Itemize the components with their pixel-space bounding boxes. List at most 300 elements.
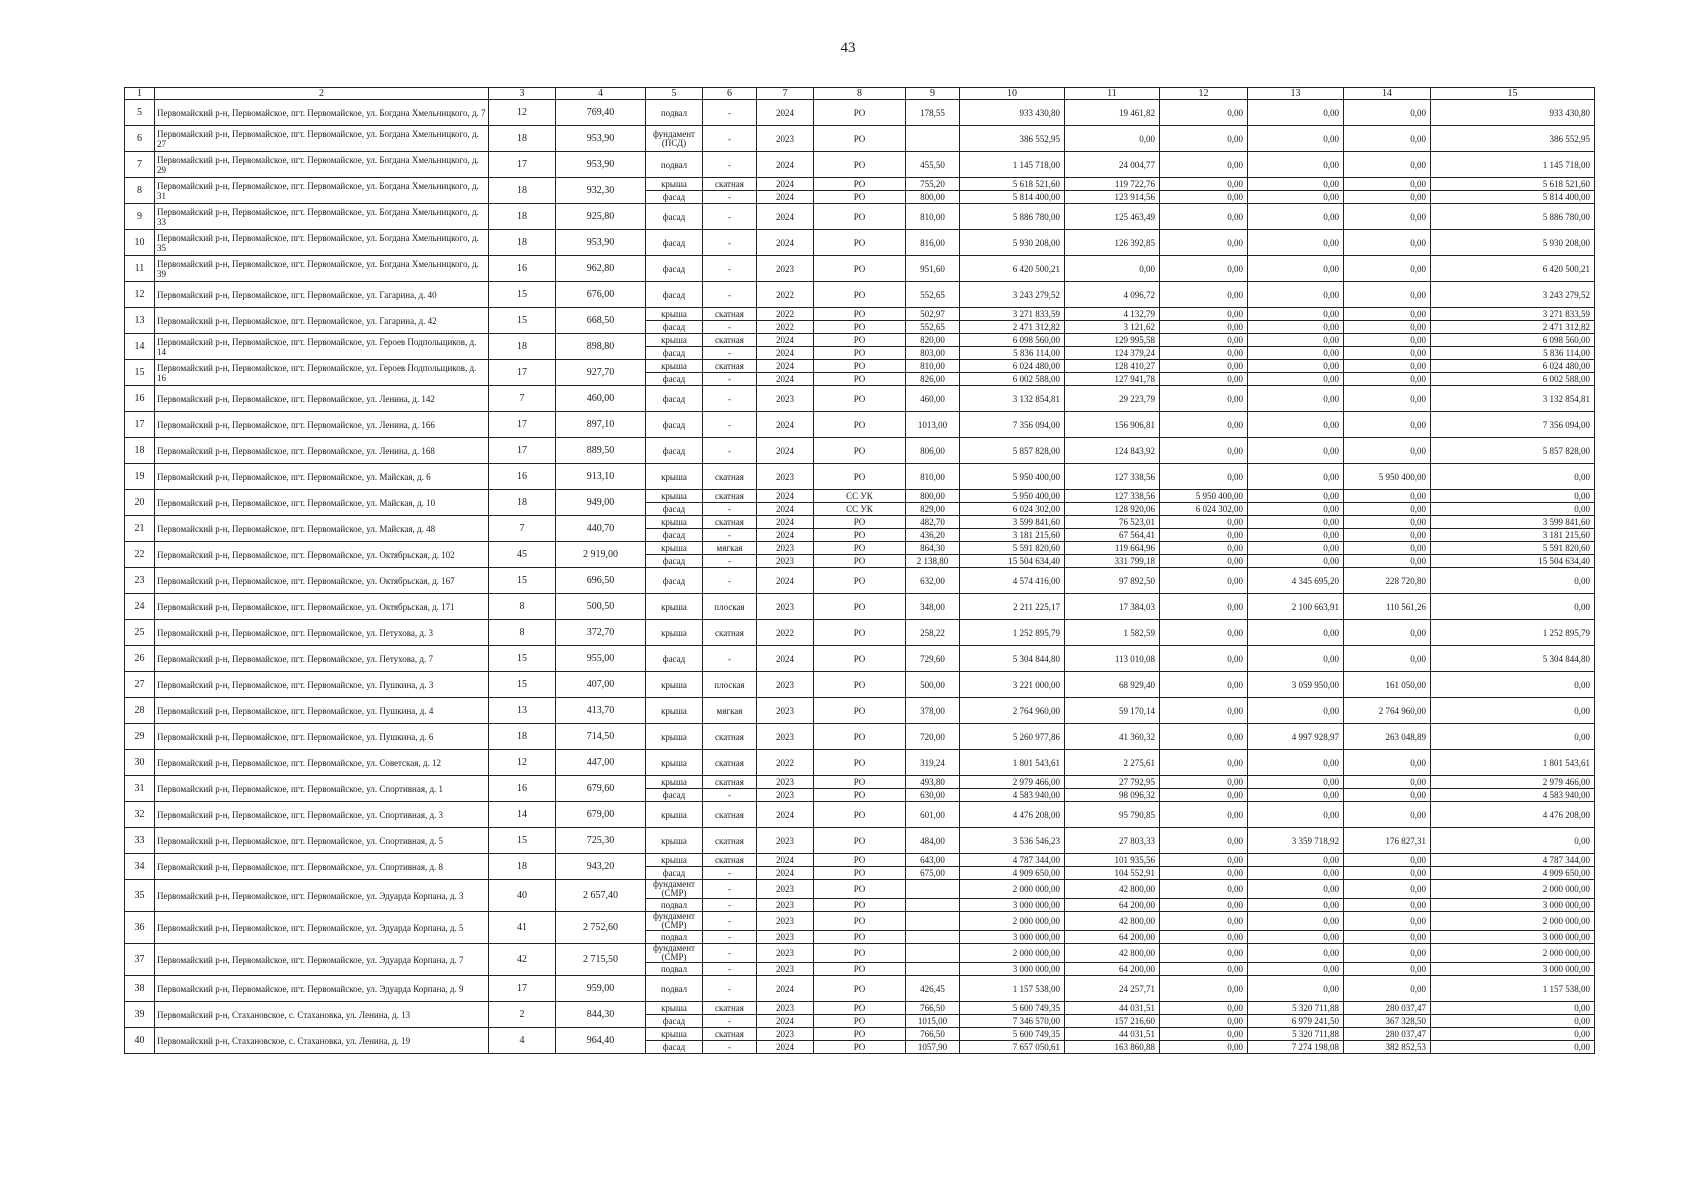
volume-cell: 1057,90 xyxy=(906,1041,960,1054)
table-row xyxy=(125,724,1595,750)
regional-funds-cell: 0,00 xyxy=(1344,789,1431,802)
year-cell: 2022 xyxy=(757,750,814,776)
address-cell: Первомайский р-н, Первомайское, пгт. Первомайское, ул. Богдана Хмельницкого, д. 27 xyxy=(155,126,489,152)
regional-funds-cell: 0,00 xyxy=(1344,178,1431,191)
owners-funds-cell: 0,00 xyxy=(1160,854,1248,867)
work-type-cell: фасад xyxy=(646,282,703,308)
row-number-cell: 38 xyxy=(125,976,155,1002)
federal-funds-cell: 0,00 xyxy=(1248,912,1344,931)
volume-cell: 864,30 xyxy=(906,542,960,555)
apartments-cell: 16 xyxy=(489,776,556,802)
cost-per-unit-cell: 3 121,62 xyxy=(1065,321,1160,334)
method-cell: РО xyxy=(814,802,906,828)
work-subtype-cell: - xyxy=(703,944,757,963)
fund-cell: 3 000 000,00 xyxy=(1431,963,1595,976)
row-number-cell: 35 xyxy=(125,880,155,912)
federal-funds-cell: 0,00 xyxy=(1248,750,1344,776)
total-cost-cell: 1 157 538,00 xyxy=(960,976,1065,1002)
fund-cell: 1 252 895,79 xyxy=(1431,620,1595,646)
regional-funds-cell: 0,00 xyxy=(1344,490,1431,503)
table-row xyxy=(125,490,1595,503)
address-cell: Первомайский р-н, Первомайское, пгт. Первомайское, ул. Эдуарда Корпана, д. 3 xyxy=(155,880,489,912)
row-number-cell: 39 xyxy=(125,1002,155,1028)
row-number-cell: 33 xyxy=(125,828,155,854)
fund-cell: 2 979 466,00 xyxy=(1431,776,1595,789)
federal-funds-cell: 0,00 xyxy=(1248,178,1344,191)
fund-cell: 0,00 xyxy=(1431,698,1595,724)
year-cell: 2024 xyxy=(757,347,814,360)
regional-funds-cell: 0,00 xyxy=(1344,542,1431,555)
table-row xyxy=(125,620,1595,646)
owners-funds-cell: 0,00 xyxy=(1160,1002,1248,1015)
area-cell: 2 715,50 xyxy=(556,944,646,976)
federal-funds-cell: 0,00 xyxy=(1248,963,1344,976)
federal-funds-cell: 0,00 xyxy=(1248,347,1344,360)
year-cell: 2024 xyxy=(757,529,814,542)
fund-cell: 0,00 xyxy=(1431,1015,1595,1028)
fund-cell: 2 000 000,00 xyxy=(1431,912,1595,931)
fund-cell: 933 430,80 xyxy=(1431,100,1595,126)
cost-per-unit-cell: 76 523,01 xyxy=(1065,516,1160,529)
fund-cell: 4 909 650,00 xyxy=(1431,867,1595,880)
work-type-cell: крыша xyxy=(646,672,703,698)
owners-funds-cell: 5 950 400,00 xyxy=(1160,490,1248,503)
owners-funds-cell: 0,00 xyxy=(1160,568,1248,594)
year-cell: 2024 xyxy=(757,438,814,464)
federal-funds-cell: 6 979 241,50 xyxy=(1248,1015,1344,1028)
area-cell: 962,80 xyxy=(556,256,646,282)
work-subtype-cell: скатная xyxy=(703,776,757,789)
area-cell: 679,00 xyxy=(556,802,646,828)
apartments-cell: 17 xyxy=(489,412,556,438)
area-cell: 725,30 xyxy=(556,828,646,854)
column-number: 11 xyxy=(1065,88,1160,100)
cost-per-unit-cell: 64 200,00 xyxy=(1065,963,1160,976)
work-type-cell: крыша xyxy=(646,1002,703,1015)
federal-funds-cell: 0,00 xyxy=(1248,490,1344,503)
work-subtype-cell: - xyxy=(703,912,757,931)
volume-cell: 1013,00 xyxy=(906,412,960,438)
federal-funds-cell: 7 274 198,08 xyxy=(1248,1041,1344,1054)
column-number: 8 xyxy=(814,88,906,100)
row-number-cell: 21 xyxy=(125,516,155,542)
apartments-cell: 13 xyxy=(489,698,556,724)
address-cell: Первомайский р-н, Первомайское, пгт. Первомайское, ул. Спортивная, д. 3 xyxy=(155,802,489,828)
fund-cell: 5 836 114,00 xyxy=(1431,347,1595,360)
work-type-cell: фундамент (СМР) xyxy=(646,944,703,963)
table-row xyxy=(125,126,1595,152)
cost-per-unit-cell: 97 892,50 xyxy=(1065,568,1160,594)
regional-funds-cell: 280 037,47 xyxy=(1344,1028,1431,1041)
address-cell: Первомайский р-н, Первомайское, пгт. Первомайское, ул. Богдана Хмельницкого, д. 7 xyxy=(155,100,489,126)
owners-funds-cell: 0,00 xyxy=(1160,412,1248,438)
regional-funds-cell: 0,00 xyxy=(1344,360,1431,373)
federal-funds-cell: 0,00 xyxy=(1248,282,1344,308)
table-row xyxy=(125,698,1595,724)
year-cell: 2024 xyxy=(757,100,814,126)
federal-funds-cell: 0,00 xyxy=(1248,867,1344,880)
total-cost-cell: 3 536 546,23 xyxy=(960,828,1065,854)
apartments-cell: 40 xyxy=(489,880,556,912)
method-cell: РО xyxy=(814,1002,906,1015)
row-number-cell: 15 xyxy=(125,360,155,386)
cost-per-unit-cell: 64 200,00 xyxy=(1065,899,1160,912)
volume-cell: 803,00 xyxy=(906,347,960,360)
work-type-cell: крыша xyxy=(646,750,703,776)
federal-funds-cell: 0,00 xyxy=(1248,646,1344,672)
work-type-cell: крыша xyxy=(646,854,703,867)
apartments-cell: 14 xyxy=(489,802,556,828)
address-cell: Первомайский р-н, Первомайское, пгт. Первомайское, ул. Пушкина, д. 4 xyxy=(155,698,489,724)
cost-per-unit-cell: 19 461,82 xyxy=(1065,100,1160,126)
address-cell: Первомайский р-н, Первомайское, пгт. Первомайское, ул. Спортивная, д. 1 xyxy=(155,776,489,802)
volume-cell: 2 138,80 xyxy=(906,555,960,568)
work-type-cell: подвал xyxy=(646,963,703,976)
volume-cell: 810,00 xyxy=(906,360,960,373)
fund-cell: 4 787 344,00 xyxy=(1431,854,1595,867)
total-cost-cell: 3 221 000,00 xyxy=(960,672,1065,698)
address-cell: Первомайский р-н, Первомайское, пгт. Первомайское, ул. Богдана Хмельницкого, д. 29 xyxy=(155,152,489,178)
area-cell: 925,80 xyxy=(556,204,646,230)
total-cost-cell: 5 836 114,00 xyxy=(960,347,1065,360)
regional-funds-cell: 0,00 xyxy=(1344,412,1431,438)
year-cell: 2023 xyxy=(757,944,814,963)
regional-funds-cell: 0,00 xyxy=(1344,529,1431,542)
volume-cell xyxy=(906,931,960,944)
table-row xyxy=(125,438,1595,464)
method-cell: РО xyxy=(814,568,906,594)
volume-cell xyxy=(906,912,960,931)
area-cell: 889,50 xyxy=(556,438,646,464)
regional-funds-cell: 0,00 xyxy=(1344,516,1431,529)
work-subtype-cell: - xyxy=(703,412,757,438)
fund-cell: 6 098 560,00 xyxy=(1431,334,1595,347)
fund-cell: 3 271 833,59 xyxy=(1431,308,1595,321)
column-number-row xyxy=(125,88,1595,100)
method-cell: РО xyxy=(814,944,906,963)
address-cell: Первомайский р-н, Первомайское, пгт. Первомайское, ул. Майская, д. 10 xyxy=(155,490,489,516)
address-cell: Первомайский р-н, Первомайское, пгт. Первомайское, ул. Петухова, д. 3 xyxy=(155,620,489,646)
method-cell: РО xyxy=(814,360,906,373)
method-cell: РО xyxy=(814,776,906,789)
cost-per-unit-cell: 27 792,95 xyxy=(1065,776,1160,789)
method-cell: РО xyxy=(814,854,906,867)
owners-funds-cell: 0,00 xyxy=(1160,334,1248,347)
total-cost-cell: 5 260 977,86 xyxy=(960,724,1065,750)
row-number-cell: 29 xyxy=(125,724,155,750)
volume-cell: 426,45 xyxy=(906,976,960,1002)
owners-funds-cell: 0,00 xyxy=(1160,100,1248,126)
regional-funds-cell: 228 720,80 xyxy=(1344,568,1431,594)
volume-cell xyxy=(906,944,960,963)
work-subtype-cell: скатная xyxy=(703,854,757,867)
total-cost-cell: 6 002 588,00 xyxy=(960,373,1065,386)
owners-funds-cell: 0,00 xyxy=(1160,931,1248,944)
column-number: 4 xyxy=(556,88,646,100)
total-cost-cell: 15 504 634,40 xyxy=(960,555,1065,568)
work-subtype-cell: - xyxy=(703,899,757,912)
fund-cell: 0,00 xyxy=(1431,1002,1595,1015)
program-table-container xyxy=(124,87,1594,1054)
address-cell: Первомайский р-н, Первомайское, пгт. Первомайское, ул. Героев Подпольщиков, д. 14 xyxy=(155,334,489,360)
fund-cell: 5 814 400,00 xyxy=(1431,191,1595,204)
work-type-cell: фасад xyxy=(646,1041,703,1054)
work-type-cell: фасад xyxy=(646,347,703,360)
work-subtype-cell: скатная xyxy=(703,620,757,646)
cost-per-unit-cell: 1 582,59 xyxy=(1065,620,1160,646)
regional-funds-cell: 0,00 xyxy=(1344,152,1431,178)
year-cell: 2024 xyxy=(757,867,814,880)
area-cell: 407,00 xyxy=(556,672,646,698)
address-cell: Первомайский р-н, Первомайское, пгт. Первомайское, ул. Героев Подпольщиков, д. 16 xyxy=(155,360,489,386)
table-row xyxy=(125,976,1595,1002)
fund-cell: 0,00 xyxy=(1431,724,1595,750)
cost-per-unit-cell: 126 392,85 xyxy=(1065,230,1160,256)
method-cell: РО xyxy=(814,178,906,191)
area-cell: 372,70 xyxy=(556,620,646,646)
regional-funds-cell: 0,00 xyxy=(1344,646,1431,672)
method-cell: РО xyxy=(814,308,906,321)
fund-cell: 0,00 xyxy=(1431,1041,1595,1054)
year-cell: 2022 xyxy=(757,620,814,646)
year-cell: 2023 xyxy=(757,776,814,789)
year-cell: 2023 xyxy=(757,880,814,899)
area-cell: 949,00 xyxy=(556,490,646,516)
work-type-cell: фасад xyxy=(646,789,703,802)
area-cell: 2 657,40 xyxy=(556,880,646,912)
column-number: 6 xyxy=(703,88,757,100)
cost-per-unit-cell: 104 552,91 xyxy=(1065,867,1160,880)
area-cell: 500,50 xyxy=(556,594,646,620)
total-cost-cell: 4 909 650,00 xyxy=(960,867,1065,880)
row-number-cell: 16 xyxy=(125,386,155,412)
federal-funds-cell: 0,00 xyxy=(1248,698,1344,724)
work-type-cell: фасад xyxy=(646,204,703,230)
owners-funds-cell: 0,00 xyxy=(1160,516,1248,529)
table-row xyxy=(125,152,1595,178)
year-cell: 2023 xyxy=(757,542,814,555)
cost-per-unit-cell: 156 906,81 xyxy=(1065,412,1160,438)
cost-per-unit-cell: 17 384,03 xyxy=(1065,594,1160,620)
apartments-cell: 18 xyxy=(489,178,556,204)
work-subtype-cell: - xyxy=(703,1015,757,1028)
volume-cell: 502,97 xyxy=(906,308,960,321)
method-cell: РО xyxy=(814,912,906,931)
regional-funds-cell: 0,00 xyxy=(1344,230,1431,256)
work-type-cell: фасад xyxy=(646,386,703,412)
method-cell: РО xyxy=(814,438,906,464)
year-cell: 2023 xyxy=(757,464,814,490)
method-cell: РО xyxy=(814,880,906,899)
federal-funds-cell: 5 320 711,88 xyxy=(1248,1002,1344,1015)
federal-funds-cell: 0,00 xyxy=(1248,620,1344,646)
work-subtype-cell: - xyxy=(703,256,757,282)
total-cost-cell: 7 356 094,00 xyxy=(960,412,1065,438)
method-cell: РО xyxy=(814,899,906,912)
apartments-cell: 2 xyxy=(489,1002,556,1028)
column-number: 13 xyxy=(1248,88,1344,100)
apartments-cell: 42 xyxy=(489,944,556,976)
owners-funds-cell: 0,00 xyxy=(1160,963,1248,976)
address-cell: Первомайский р-н, Первомайское, пгт. Первомайское, ул. Петухова, д. 7 xyxy=(155,646,489,672)
work-type-cell: крыша xyxy=(646,698,703,724)
total-cost-cell: 386 552,95 xyxy=(960,126,1065,152)
method-cell: РО xyxy=(814,698,906,724)
cost-per-unit-cell: 124 379,24 xyxy=(1065,347,1160,360)
work-type-cell: фундамент (СМР) xyxy=(646,912,703,931)
owners-funds-cell: 0,00 xyxy=(1160,152,1248,178)
table-row xyxy=(125,308,1595,321)
regional-funds-cell: 0,00 xyxy=(1344,976,1431,1002)
work-subtype-cell: скатная xyxy=(703,750,757,776)
method-cell: РО xyxy=(814,529,906,542)
work-type-cell: крыша xyxy=(646,334,703,347)
year-cell: 2024 xyxy=(757,412,814,438)
area-cell: 668,50 xyxy=(556,308,646,334)
row-number-cell: 13 xyxy=(125,308,155,334)
volume-cell: 455,50 xyxy=(906,152,960,178)
row-number-cell: 24 xyxy=(125,594,155,620)
federal-funds-cell: 0,00 xyxy=(1248,529,1344,542)
work-subtype-cell: - xyxy=(703,880,757,899)
work-type-cell: фасад xyxy=(646,867,703,880)
cost-per-unit-cell: 4 132,79 xyxy=(1065,308,1160,321)
apartments-cell: 17 xyxy=(489,438,556,464)
cost-per-unit-cell: 98 096,32 xyxy=(1065,789,1160,802)
federal-funds-cell: 0,00 xyxy=(1248,126,1344,152)
row-number-cell: 23 xyxy=(125,568,155,594)
method-cell: РО xyxy=(814,976,906,1002)
year-cell: 2023 xyxy=(757,931,814,944)
work-type-cell: фасад xyxy=(646,230,703,256)
column-number: 12 xyxy=(1160,88,1248,100)
regional-funds-cell: 0,00 xyxy=(1344,282,1431,308)
column-number: 2 xyxy=(155,88,489,100)
work-subtype-cell: скатная xyxy=(703,334,757,347)
address-cell: Первомайский р-н, Первомайское, пгт. Первомайское, ул. Ленина, д. 142 xyxy=(155,386,489,412)
row-number-cell: 40 xyxy=(125,1028,155,1054)
year-cell: 2024 xyxy=(757,503,814,516)
regional-funds-cell: 0,00 xyxy=(1344,776,1431,789)
owners-funds-cell: 0,00 xyxy=(1160,464,1248,490)
total-cost-cell: 3 243 279,52 xyxy=(960,282,1065,308)
table-row xyxy=(125,464,1595,490)
work-subtype-cell: - xyxy=(703,438,757,464)
fund-cell: 0,00 xyxy=(1431,490,1595,503)
federal-funds-cell: 0,00 xyxy=(1248,899,1344,912)
work-type-cell: подвал xyxy=(646,899,703,912)
method-cell: РО xyxy=(814,646,906,672)
method-cell: РО xyxy=(814,282,906,308)
address-cell: Первомайский р-н, Первомайское, пгт. Первомайское, ул. Эдуарда Корпана, д. 5 xyxy=(155,912,489,944)
work-subtype-cell: - xyxy=(703,347,757,360)
year-cell: 2024 xyxy=(757,976,814,1002)
fund-cell: 6 002 588,00 xyxy=(1431,373,1595,386)
method-cell: РО xyxy=(814,620,906,646)
cost-per-unit-cell: 41 360,32 xyxy=(1065,724,1160,750)
regional-funds-cell: 0,00 xyxy=(1344,373,1431,386)
apartments-cell: 7 xyxy=(489,386,556,412)
volume-cell: 816,00 xyxy=(906,230,960,256)
area-cell: 898,80 xyxy=(556,334,646,360)
cost-per-unit-cell: 331 799,18 xyxy=(1065,555,1160,568)
total-cost-cell: 3 271 833,59 xyxy=(960,308,1065,321)
apartments-cell: 15 xyxy=(489,828,556,854)
federal-funds-cell: 0,00 xyxy=(1248,308,1344,321)
total-cost-cell: 4 787 344,00 xyxy=(960,854,1065,867)
table-row xyxy=(125,542,1595,555)
regional-funds-cell: 0,00 xyxy=(1344,620,1431,646)
work-type-cell: крыша xyxy=(646,724,703,750)
owners-funds-cell: 6 024 302,00 xyxy=(1160,503,1248,516)
regional-funds-cell: 0,00 xyxy=(1344,204,1431,230)
method-cell: РО xyxy=(814,1015,906,1028)
work-subtype-cell: - xyxy=(703,126,757,152)
method-cell: РО xyxy=(814,672,906,698)
volume-cell: 632,00 xyxy=(906,568,960,594)
column-number: 15 xyxy=(1431,88,1595,100)
year-cell: 2023 xyxy=(757,1028,814,1041)
row-number-cell: 18 xyxy=(125,438,155,464)
total-cost-cell: 6 024 480,00 xyxy=(960,360,1065,373)
federal-funds-cell: 2 100 663,91 xyxy=(1248,594,1344,620)
federal-funds-cell: 0,00 xyxy=(1248,464,1344,490)
method-cell: РО xyxy=(814,963,906,976)
regional-funds-cell: 0,00 xyxy=(1344,386,1431,412)
federal-funds-cell: 0,00 xyxy=(1248,373,1344,386)
volume-cell: 500,00 xyxy=(906,672,960,698)
method-cell: РО xyxy=(814,931,906,944)
work-type-cell: фасад xyxy=(646,568,703,594)
work-subtype-cell: - xyxy=(703,191,757,204)
work-subtype-cell: - xyxy=(703,100,757,126)
year-cell: 2022 xyxy=(757,321,814,334)
volume-cell: 1015,00 xyxy=(906,1015,960,1028)
work-subtype-cell: - xyxy=(703,976,757,1002)
cost-per-unit-cell: 42 800,00 xyxy=(1065,944,1160,963)
fund-cell: 7 356 094,00 xyxy=(1431,412,1595,438)
method-cell: РО xyxy=(814,828,906,854)
regional-funds-cell: 0,00 xyxy=(1344,100,1431,126)
method-cell: РО xyxy=(814,347,906,360)
owners-funds-cell: 0,00 xyxy=(1160,230,1248,256)
total-cost-cell: 933 430,80 xyxy=(960,100,1065,126)
volume-cell: 178,55 xyxy=(906,100,960,126)
volume-cell: 829,00 xyxy=(906,503,960,516)
table-row xyxy=(125,880,1595,899)
fund-cell: 15 504 634,40 xyxy=(1431,555,1595,568)
total-cost-cell: 3 000 000,00 xyxy=(960,931,1065,944)
volume-cell: 766,50 xyxy=(906,1002,960,1015)
area-cell: 964,40 xyxy=(556,1028,646,1054)
federal-funds-cell: 4 997 928,97 xyxy=(1248,724,1344,750)
apartments-cell: 8 xyxy=(489,620,556,646)
apartments-cell: 18 xyxy=(489,204,556,230)
fund-cell: 4 476 208,00 xyxy=(1431,802,1595,828)
fund-cell: 0,00 xyxy=(1431,568,1595,594)
owners-funds-cell: 0,00 xyxy=(1160,347,1248,360)
volume-cell: 800,00 xyxy=(906,490,960,503)
work-subtype-cell: скатная xyxy=(703,178,757,191)
method-cell: РО xyxy=(814,152,906,178)
work-subtype-cell: - xyxy=(703,529,757,542)
apartments-cell: 16 xyxy=(489,464,556,490)
fund-cell: 0,00 xyxy=(1431,594,1595,620)
cost-per-unit-cell: 42 800,00 xyxy=(1065,912,1160,931)
area-cell: 460,00 xyxy=(556,386,646,412)
address-cell: Первомайский р-н, Первомайское, пгт. Первомайское, ул. Спортивная, д. 8 xyxy=(155,854,489,880)
year-cell: 2024 xyxy=(757,360,814,373)
